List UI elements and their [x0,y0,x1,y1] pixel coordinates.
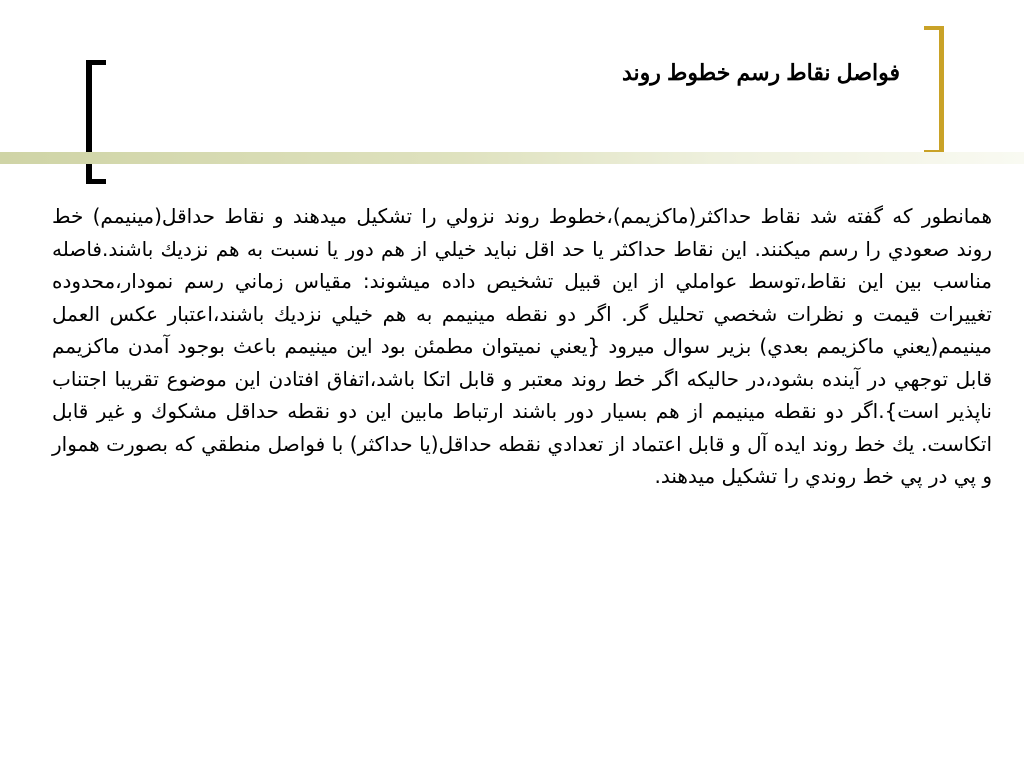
title-divider [0,152,1024,164]
slide-body-text: همانطور كه گفته شد نقاط حداكثر(ماكزيمم)،خطوط روند نزولي را تشكيل ميدهند و نقاط حداقل(مينيمم) خط روند صعودي را رسم ميكنند. اين نقاط حداكثر يا حد اقل نبايد خيلي از هم دور يا نسبت به هم نزديك باشند.فاصله مناسب بين اين نقاط،توسط عواملي از اين قبيل تشخيص داده ميشوند: مقياس زماني رسم نمودار،محدوده تغييرات قيمت و نظرات شخصي تحليل گر. اگر دو نقطه مينيمم به هم خيلي نزديك باشند،اعتبار عكس العمل مينيمم(يعني ماكزيمم بعدي) بزير سوال ميرود {يعني نميتوان مطمئن بود اين مينيمم باعث بوجود آمدن ماكزيمم قابل توجهي در آينده بشود،در حاليكه اگر خط روند معتبر و قابل اتكا باشد،اتفاق افتادن اين موضوع تقريبا اجتناب ناپذير است}.اگر دو نقطه مينيمم از هم بسيار دور باشند ارتباط مابين اين دو نقطه حداقل مشكوك و غير قابل اتكاست. يك خط روند ايده آل و قابل اعتماد از تعدادي نقطه حداقل(يا حداكثر) با فواصل منطقي كه بصورت هموار و پي در پي خط روندي را تشكيل ميدهند. [52,204,992,488]
left-bracket-decoration [86,60,106,184]
right-bracket-decoration [924,26,944,154]
slide-title: فواصل نقاط رسم خطوط روند [621,60,900,85]
